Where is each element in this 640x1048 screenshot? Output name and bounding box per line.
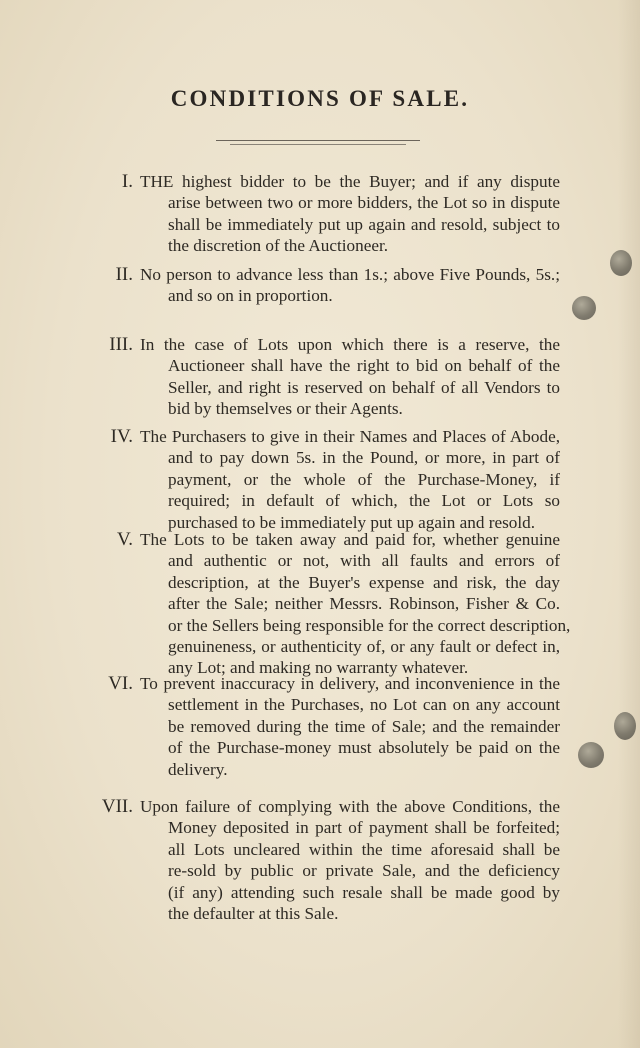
condition-line: of the Purchase-money must absolutely be paid on the [168,738,560,758]
condition-numeral: IV. [110,426,133,447]
condition-line: Money deposited in part of payment shall be forfeited; [168,818,560,838]
condition-numeral: III. [109,334,133,355]
wax-seal-mark [610,250,632,276]
page-title: CONDITIONS OF SALE. [170,86,470,111]
condition-numeral: VII. [101,796,133,817]
condition-line: Auctioneer shall have the right to bid on behalf of the [168,356,560,376]
condition-line: purchased to be immediately put up again and resold. [168,512,536,532]
condition-lead-line: To prevent inaccuracy in delivery, and inconvenience in the [140,674,560,693]
title-rule [216,140,420,141]
wax-seal-mark [578,742,604,768]
condition-line: and authentic or not, with all faults and errors of [168,551,560,571]
condition-line: arise between two or more bidders, the Lot so in dispute [168,193,560,213]
condition-line: bid by themselves or their Agents. [168,399,403,419]
condition-lead-line: The Lots to be taken away and paid for, whether genuine [140,530,560,549]
wax-seal-mark [572,296,596,320]
condition-line: (if any) attending such resale shall be made good by [168,882,560,902]
condition-line: shall be immediately put up again and resold, subject to [168,214,560,234]
condition-line: description, at the Buyer's expense and risk, the day [168,572,560,592]
condition-line: required; in default of which, the Lot or Lots so [168,491,560,511]
condition-line: after the Sale; neither Messrs. Robinson, Fisher & Co. [168,594,560,614]
condition-line: the defaulter at this Sale. [168,904,339,923]
condition-numeral: II. [115,264,133,285]
condition-line: the discretion of the Auctioneer. [168,236,389,256]
condition-line: settlement in the Purchases, no Lot can on any account [168,695,560,715]
condition-line: all Lots uncleared within the time aforesaid shall be [168,839,560,859]
condition-lead-line: Upon failure of complying with the above Conditions, the [140,797,560,816]
condition-numeral: VI. [108,673,133,694]
condition-line: or the Sellers being responsible for the correct description, [168,615,571,635]
condition-line: re-sold by public or private Sale, and the deficiency [168,861,560,881]
condition-numeral: V. [116,529,133,550]
condition-lead-line: THE highest bidder to be the Buyer; and if any dispute [140,172,560,191]
condition-line: Seller, and right is reserved on behalf of all Vendors to [168,377,560,397]
condition-lead-line: The Purchasers to give in their Names and Places of Abode, [140,427,560,446]
condition-line: and so on in proportion. [168,286,333,306]
condition-line: and to pay down 5s. in the Pound, or more, in part of [168,448,560,468]
condition-line: be removed during the time of Sale; and the remainder [168,716,560,736]
condition-line: any Lot; and making no warranty whatever. [168,658,469,678]
wax-seal-mark [614,712,636,740]
condition-line: genuineness, or authenticity of, or any fault or defect in, [168,637,560,656]
condition-lead-line: In the case of Lots upon which there is a reserve, the [140,335,560,354]
condition-numeral: I. [121,171,133,192]
condition-lead-line: No person to advance less than 1s.; above Five Pounds, 5s.; [140,265,560,284]
condition-line: payment, or the whole of the Purchase-Money, if [168,469,560,489]
page-edge-shadow [618,0,640,1048]
condition-line: delivery. [168,759,228,779]
title-rule-lower [230,144,406,145]
